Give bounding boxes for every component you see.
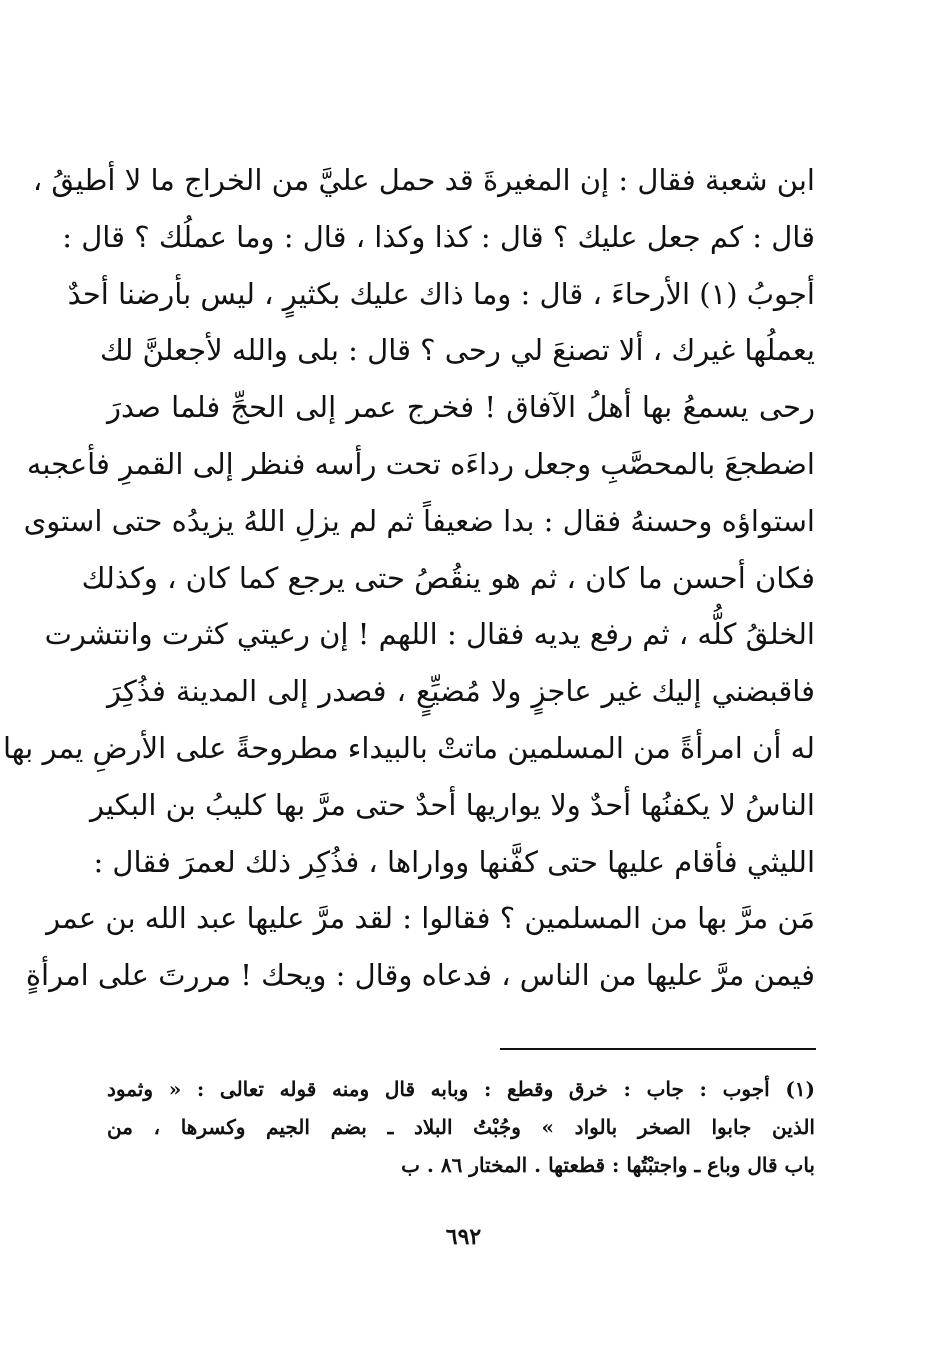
footnote-line: الذين جابوا الصخر بالواد » وجُبْتُ البلاد ـ بضم الجيم وكسرها ، من	[107, 1115, 815, 1139]
text-line: رحى يسمعُ بها أهلُ الآفاق ! فخرج عمر إلى الحجِّ فلما صدرَ	[107, 390, 815, 425]
text-line: استواؤه وحسنهُ فقال : بدا ضعيفاً ثم لم يزلِ اللهُ يزيدُه حتى استوى	[23, 503, 815, 538]
text-line: اضطجعَ بالمحصَّبِ وجعل رداءَه تحت رأسه فنظر إلى القمرِ فأعجبه	[26, 446, 815, 481]
text-line: الليثي فأقام عليها حتى كفَّنها وواراها ، فذُكِر ذلك لعمرَ فقال :	[93, 844, 815, 879]
main-text	[2, 152, 815, 1004]
footnotes	[107, 1070, 815, 1184]
text-line: ابن شعبة فقال : إن المغيرةَ قد حمل عليَّ من الخراج ما لا أطيقُ ،	[32, 163, 815, 197]
footnote-line: (١) أجوب : جاب : خرق وقطع : وبابه قال ومنه قوله تعالى : « وثمود	[107, 1077, 815, 1101]
text-line: الناسُ لا يكفنُها أحدٌ ولا يواريها أحدٌ حتى مرَّ بها كليبُ بن البكير	[90, 787, 815, 822]
text-line: الخلقُ كلُّه ، ثم رفع يديه فقال : اللهم ! إن رعيتي كثرت وانتشرت	[44, 617, 815, 652]
text-line: أجوبُ (١) الأرحاءَ ، قال : وما ذاك عليك بكثيرٍ ، ليس بأرضنا أحدٌ	[67, 276, 815, 311]
text-line: فيمن مرَّ عليها من الناس ، فدعاه وقال : ويحك ! مررتَ على امرأةٍ	[25, 958, 815, 993]
text-line: مَن مرَّ بها من المسلمين ؟ فقالوا : لقد مرَّ عليها عبد الله بن عمر	[46, 901, 815, 936]
text-line: له أن امرأةً من المسلمين ماتتْ بالبيداء مطروحةً على الأرضِ يمر بها	[2, 730, 815, 765]
page-number: ٦٩٢	[445, 1224, 482, 1250]
footnote-separator	[500, 1048, 816, 1050]
text-line: فاقبضني إليك غير عاجزٍ ولا مُضيِّعٍ ، فصدر إلى المدينة فذُكِرَ	[107, 674, 815, 709]
footnote-line: باب قال وباع ـ واجتبْتُها : قطعتها . المختار ٨٦ . ب	[401, 1153, 815, 1177]
text-line: فكان أحسن ما كان ، ثم هو ينقُصُ حتى يرجع كما كان ، وكذلك	[81, 560, 815, 595]
text-line: قال : كم جعل عليك ؟ قال : كذا وكذا ، قال : وما عملُك ؟ قال :	[62, 219, 815, 254]
text-line: يعملُها غيرك ، ألا تصنعَ لي رحى ؟ قال : بلى والله لأجعلنَّ لك	[100, 333, 815, 368]
